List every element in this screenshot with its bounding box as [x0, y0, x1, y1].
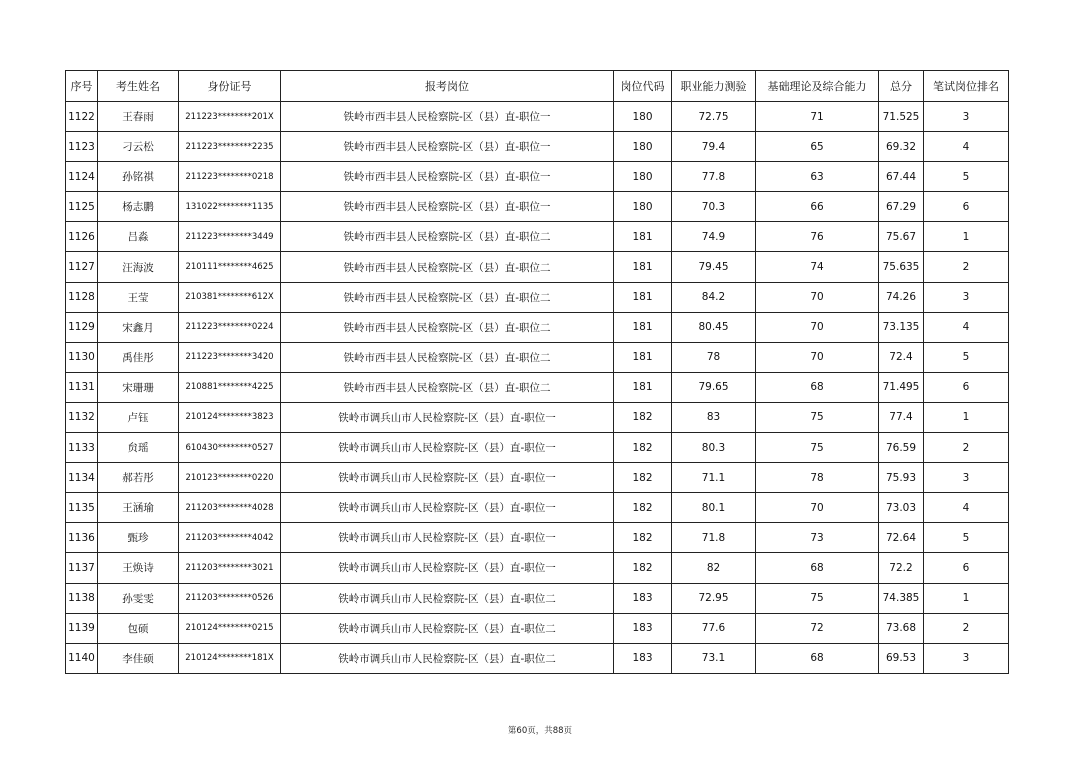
seq-cell: 1140	[66, 643, 98, 673]
seq-cell: 1128	[66, 282, 98, 312]
table-row	[66, 192, 1009, 222]
position-code-cell: 181	[614, 222, 672, 252]
id-number-cell: 210881********4225	[179, 372, 281, 402]
theory-score-cell: 65	[756, 132, 879, 162]
table-row	[66, 342, 1009, 372]
id-number-cell: 211203********4028	[179, 493, 281, 523]
aptitude-score-cell: 72.95	[672, 583, 756, 613]
position-cell: 铁岭市西丰县人民检察院-区（县）直-职位二	[281, 282, 614, 312]
table-row	[66, 102, 1009, 132]
position-code-cell: 182	[614, 463, 672, 493]
table-row	[66, 433, 1009, 463]
seq-cell: 1129	[66, 312, 98, 342]
position-cell: 铁岭市西丰县人民检察院-区（县）直-职位一	[281, 102, 614, 132]
position-code-cell: 183	[614, 583, 672, 613]
header-id-number: 身份证号	[179, 71, 281, 102]
theory-score-cell: 68	[756, 553, 879, 583]
seq-cell: 1123	[66, 132, 98, 162]
rank-cell: 1	[924, 583, 1009, 613]
position-cell: 铁岭市调兵山市人民检察院-区（县）直-职位一	[281, 553, 614, 583]
position-code-cell: 182	[614, 523, 672, 553]
total-score-cell: 72.4	[879, 342, 924, 372]
theory-score-cell: 68	[756, 643, 879, 673]
results-table	[65, 70, 1009, 674]
position-cell: 铁岭市调兵山市人民检察院-区（县）直-职位一	[281, 463, 614, 493]
aptitude-score-cell: 79.4	[672, 132, 756, 162]
aptitude-score-cell: 72.75	[672, 102, 756, 132]
theory-score-cell: 66	[756, 192, 879, 222]
aptitude-score-cell: 83	[672, 402, 756, 432]
position-code-cell: 183	[614, 613, 672, 643]
theory-score-cell: 75	[756, 433, 879, 463]
table-row	[66, 493, 1009, 523]
rank-cell: 1	[924, 222, 1009, 252]
position-cell: 铁岭市调兵山市人民检察院-区（县）直-职位二	[281, 643, 614, 673]
position-code-cell: 182	[614, 553, 672, 583]
theory-score-cell: 75	[756, 402, 879, 432]
position-cell: 铁岭市西丰县人民检察院-区（县）直-职位二	[281, 222, 614, 252]
name-cell: 吕淼	[98, 222, 179, 252]
header-name: 考生姓名	[98, 71, 179, 102]
rank-cell: 3	[924, 643, 1009, 673]
position-cell: 铁岭市西丰县人民检察院-区（县）直-职位一	[281, 132, 614, 162]
theory-score-cell: 68	[756, 372, 879, 402]
theory-score-cell: 70	[756, 493, 879, 523]
position-code-cell: 182	[614, 493, 672, 523]
aptitude-score-cell: 79.45	[672, 252, 756, 282]
theory-score-cell: 70	[756, 312, 879, 342]
theory-score-cell: 63	[756, 162, 879, 192]
table-row	[66, 583, 1009, 613]
position-code-cell: 181	[614, 312, 672, 342]
aptitude-score-cell: 73.1	[672, 643, 756, 673]
rank-cell: 6	[924, 372, 1009, 402]
id-number-cell: 211223********3449	[179, 222, 281, 252]
name-cell: 杨志鹏	[98, 192, 179, 222]
theory-score-cell: 72	[756, 613, 879, 643]
name-cell: 包硕	[98, 613, 179, 643]
rank-cell: 5	[924, 523, 1009, 553]
total-score-cell: 72.64	[879, 523, 924, 553]
aptitude-score-cell: 77.6	[672, 613, 756, 643]
theory-score-cell: 75	[756, 583, 879, 613]
id-number-cell: 211223********0224	[179, 312, 281, 342]
position-code-cell: 181	[614, 282, 672, 312]
table-row	[66, 523, 1009, 553]
name-cell: 禹佳彤	[98, 342, 179, 372]
id-number-cell: 211223********2235	[179, 132, 281, 162]
name-cell: 贠瑶	[98, 433, 179, 463]
header-aptitude-score: 职业能力测验	[672, 71, 756, 102]
name-cell: 宋鑫月	[98, 312, 179, 342]
id-number-cell: 210381********612X	[179, 282, 281, 312]
theory-score-cell: 70	[756, 342, 879, 372]
rank-cell: 5	[924, 162, 1009, 192]
total-score-cell: 77.4	[879, 402, 924, 432]
rank-cell: 2	[924, 613, 1009, 643]
seq-cell: 1139	[66, 613, 98, 643]
position-cell: 铁岭市西丰县人民检察院-区（县）直-职位一	[281, 192, 614, 222]
header-total-score: 总分	[879, 71, 924, 102]
total-score-cell: 69.53	[879, 643, 924, 673]
id-number-cell: 610430********0527	[179, 433, 281, 463]
seq-cell: 1126	[66, 222, 98, 252]
rank-cell: 4	[924, 132, 1009, 162]
table-row	[66, 162, 1009, 192]
aptitude-score-cell: 82	[672, 553, 756, 583]
seq-cell: 1122	[66, 102, 98, 132]
position-cell: 铁岭市调兵山市人民检察院-区（县）直-职位二	[281, 613, 614, 643]
header-theory-score: 基础理论及综合能力	[756, 71, 879, 102]
position-cell: 铁岭市调兵山市人民检察院-区（县）直-职位二	[281, 583, 614, 613]
id-number-cell: 211203********3021	[179, 553, 281, 583]
position-cell: 铁岭市西丰县人民检察院-区（县）直-职位二	[281, 372, 614, 402]
seq-cell: 1136	[66, 523, 98, 553]
theory-score-cell: 76	[756, 222, 879, 252]
seq-cell: 1132	[66, 402, 98, 432]
rank-cell: 1	[924, 402, 1009, 432]
table-row	[66, 372, 1009, 402]
total-score-cell: 67.44	[879, 162, 924, 192]
rank-cell: 4	[924, 312, 1009, 342]
seq-cell: 1133	[66, 433, 98, 463]
id-number-cell: 210124********181X	[179, 643, 281, 673]
total-score-cell: 73.68	[879, 613, 924, 643]
id-number-cell: 131022********1135	[179, 192, 281, 222]
total-score-cell: 67.29	[879, 192, 924, 222]
position-cell: 铁岭市西丰县人民检察院-区（县）直-职位一	[281, 162, 614, 192]
rank-cell: 6	[924, 553, 1009, 583]
name-cell: 孙铭祺	[98, 162, 179, 192]
seq-cell: 1138	[66, 583, 98, 613]
id-number-cell: 211223********3420	[179, 342, 281, 372]
total-score-cell: 76.59	[879, 433, 924, 463]
total-score-cell: 72.2	[879, 553, 924, 583]
id-number-cell: 210111********4625	[179, 252, 281, 282]
name-cell: 甄珍	[98, 523, 179, 553]
name-cell: 王焕诗	[98, 553, 179, 583]
name-cell: 王涵瑜	[98, 493, 179, 523]
rank-cell: 4	[924, 493, 1009, 523]
header-position-code: 岗位代码	[614, 71, 672, 102]
table-row	[66, 222, 1009, 252]
id-number-cell: 210124********0215	[179, 613, 281, 643]
position-cell: 铁岭市西丰县人民检察院-区（县）直-职位二	[281, 252, 614, 282]
id-number-cell: 210123********0220	[179, 463, 281, 493]
total-score-cell: 75.635	[879, 252, 924, 282]
header-seq: 序号	[66, 71, 98, 102]
position-code-cell: 181	[614, 342, 672, 372]
aptitude-score-cell: 77.8	[672, 162, 756, 192]
position-code-cell: 180	[614, 162, 672, 192]
seq-cell: 1124	[66, 162, 98, 192]
rank-cell: 5	[924, 342, 1009, 372]
seq-cell: 1130	[66, 342, 98, 372]
position-cell: 铁岭市西丰县人民检察院-区（县）直-职位二	[281, 342, 614, 372]
position-cell: 铁岭市调兵山市人民检察院-区（县）直-职位一	[281, 402, 614, 432]
id-number-cell: 211203********0526	[179, 583, 281, 613]
table-body	[66, 102, 1009, 674]
aptitude-score-cell: 74.9	[672, 222, 756, 252]
total-score-cell: 74.385	[879, 583, 924, 613]
aptitude-score-cell: 80.45	[672, 312, 756, 342]
rank-cell: 2	[924, 433, 1009, 463]
name-cell: 宋珊珊	[98, 372, 179, 402]
table-row	[66, 132, 1009, 162]
theory-score-cell: 71	[756, 102, 879, 132]
name-cell: 刁云松	[98, 132, 179, 162]
total-score-cell: 74.26	[879, 282, 924, 312]
rank-cell: 2	[924, 252, 1009, 282]
theory-score-cell: 70	[756, 282, 879, 312]
table-row	[66, 252, 1009, 282]
aptitude-score-cell: 78	[672, 342, 756, 372]
aptitude-score-cell: 71.1	[672, 463, 756, 493]
position-code-cell: 181	[614, 252, 672, 282]
aptitude-score-cell: 71.8	[672, 523, 756, 553]
position-code-cell: 182	[614, 402, 672, 432]
position-code-cell: 183	[614, 643, 672, 673]
theory-score-cell: 73	[756, 523, 879, 553]
table-row	[66, 402, 1009, 432]
position-cell: 铁岭市调兵山市人民检察院-区（县）直-职位一	[281, 433, 614, 463]
table-row	[66, 312, 1009, 342]
seq-cell: 1134	[66, 463, 98, 493]
seq-cell: 1125	[66, 192, 98, 222]
seq-cell: 1131	[66, 372, 98, 402]
position-code-cell: 180	[614, 192, 672, 222]
rank-cell: 6	[924, 192, 1009, 222]
seq-cell: 1135	[66, 493, 98, 523]
position-code-cell: 180	[614, 102, 672, 132]
aptitude-score-cell: 80.1	[672, 493, 756, 523]
position-cell: 铁岭市调兵山市人民检察院-区（县）直-职位一	[281, 523, 614, 553]
id-number-cell: 210124********3823	[179, 402, 281, 432]
id-number-cell: 211203********4042	[179, 523, 281, 553]
position-cell: 铁岭市调兵山市人民检察院-区（县）直-职位一	[281, 493, 614, 523]
seq-cell: 1137	[66, 553, 98, 583]
position-cell: 铁岭市西丰县人民检察院-区（县）直-职位二	[281, 312, 614, 342]
aptitude-score-cell: 79.65	[672, 372, 756, 402]
position-code-cell: 182	[614, 433, 672, 463]
aptitude-score-cell: 70.3	[672, 192, 756, 222]
name-cell: 孙雯雯	[98, 583, 179, 613]
table-row	[66, 282, 1009, 312]
rank-cell: 3	[924, 102, 1009, 132]
name-cell: 郝若彤	[98, 463, 179, 493]
rank-cell: 3	[924, 463, 1009, 493]
id-number-cell: 211223********201X	[179, 102, 281, 132]
position-code-cell: 180	[614, 132, 672, 162]
theory-score-cell: 74	[756, 252, 879, 282]
table-row	[66, 613, 1009, 643]
total-score-cell: 73.135	[879, 312, 924, 342]
name-cell: 王莹	[98, 282, 179, 312]
rank-cell: 3	[924, 282, 1009, 312]
table-header-row	[66, 71, 1009, 102]
table-row	[66, 553, 1009, 583]
aptitude-score-cell: 84.2	[672, 282, 756, 312]
total-score-cell: 69.32	[879, 132, 924, 162]
name-cell: 李佳硕	[98, 643, 179, 673]
aptitude-score-cell: 80.3	[672, 433, 756, 463]
table-row	[66, 463, 1009, 493]
total-score-cell: 75.67	[879, 222, 924, 252]
header-rank: 笔试岗位排名	[924, 71, 1009, 102]
id-number-cell: 211223********0218	[179, 162, 281, 192]
table-row	[66, 643, 1009, 673]
theory-score-cell: 78	[756, 463, 879, 493]
header-position: 报考岗位	[281, 71, 614, 102]
name-cell: 汪海波	[98, 252, 179, 282]
position-code-cell: 181	[614, 372, 672, 402]
name-cell: 王春雨	[98, 102, 179, 132]
name-cell: 卢钰	[98, 402, 179, 432]
total-score-cell: 73.03	[879, 493, 924, 523]
total-score-cell: 71.525	[879, 102, 924, 132]
page-number: 第60页，共88页	[507, 726, 573, 736]
total-score-cell: 75.93	[879, 463, 924, 493]
total-score-cell: 71.495	[879, 372, 924, 402]
seq-cell: 1127	[66, 252, 98, 282]
